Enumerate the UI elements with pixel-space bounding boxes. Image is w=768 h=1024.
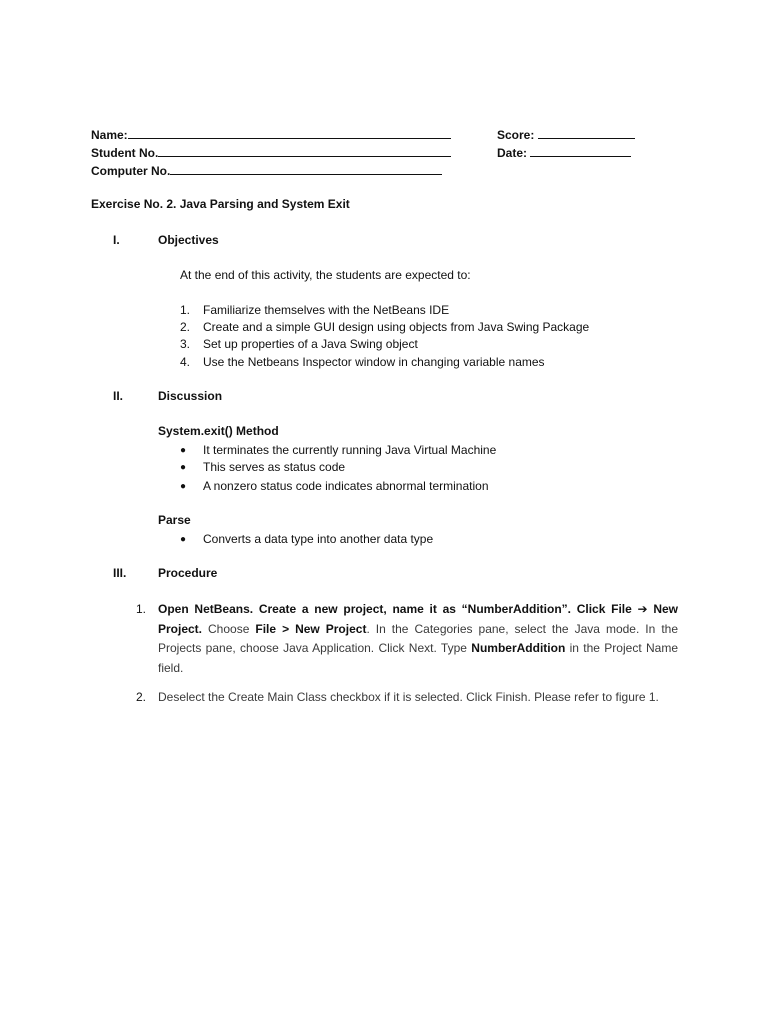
step1-part: in the Project Name field.: [158, 641, 678, 675]
list-item-text: It terminates the currently running Java Virtual Machine: [203, 443, 497, 457]
list-item: [180, 336, 418, 353]
student-no-field: [91, 144, 451, 162]
step-number: 2.: [136, 690, 147, 704]
step1-menu-path: File ➔ New Project.: [158, 602, 678, 636]
list-item-text: A nonzero status code indicates abnormal termination: [203, 479, 489, 493]
list-item: [180, 354, 545, 371]
list-item-number: 1.: [180, 303, 191, 317]
section-title-objectives: Objectives: [158, 233, 219, 247]
score-field: [497, 126, 635, 144]
step1-part: Open NetBeans. Create a new project, name it as “: [158, 602, 468, 616]
list-item: [180, 302, 450, 319]
score-label: Score:: [497, 128, 535, 142]
step-number: 1.: [136, 602, 147, 616]
student-no-blank: [158, 144, 451, 157]
computer-no-blank: [170, 162, 442, 175]
step1-project-name: NumberAddition: [467, 602, 562, 616]
bullet-icon: ●: [180, 534, 187, 545]
list-item-number: 4.: [180, 355, 191, 369]
step1-part: ”. Click: [561, 602, 612, 616]
list-item-text: Set up properties of a Java Swing object: [203, 337, 418, 351]
section-title-procedure: Procedure: [158, 566, 218, 580]
list-item-text: Use the Netbeans Inspector window in changing variable names: [203, 355, 545, 369]
list-item-text: Converts a data type into another data type: [203, 532, 434, 546]
name-field: [91, 126, 451, 144]
name-blank: [128, 126, 451, 139]
bullet-icon: ●: [180, 445, 187, 456]
list-item-text: Create and a simple GUI design using objects from Java Swing Package: [203, 320, 590, 334]
computer-no-field: [91, 162, 442, 180]
objectives-intro: At the end of this activity, the students are expected to:: [180, 268, 471, 282]
score-blank: [538, 126, 635, 139]
bullet-icon: ●: [180, 462, 187, 473]
date-blank: [530, 144, 631, 157]
step1-part: Choose: [202, 621, 256, 636]
step1-project-name-2: NumberAddition: [471, 641, 566, 655]
section-title-discussion: Discussion: [158, 389, 223, 403]
step1-menu-path-2: File > New Project: [255, 621, 367, 636]
computer-no-label: Computer No.: [91, 164, 171, 178]
name-label: Name:: [91, 128, 128, 142]
date-label: Date:: [497, 146, 528, 160]
step1-part: . In the Categories pane, select the Java mode. In the Projects pane, choose Java Application. Click Next. Type: [158, 621, 679, 655]
procedure-step-1: [158, 600, 678, 678]
list-item-number: 2.: [180, 320, 191, 334]
list-item-number: 3.: [180, 337, 191, 351]
bullet-icon: ●: [180, 481, 187, 492]
list-item: [180, 319, 590, 336]
student-no-label: Student No.: [91, 146, 159, 160]
list-item-text: This serves as status code: [203, 460, 346, 474]
section-numeral-objectives: I.: [113, 233, 120, 247]
procedure-step-2: Deselect the Create Main Class checkbox if it is selected. Click Finish. Please refer to figure 1.: [158, 690, 659, 704]
date-field: [497, 144, 631, 162]
parse-title: Parse: [158, 513, 191, 527]
exercise-title: Exercise No. 2. Java Parsing and System Exit: [91, 197, 350, 211]
list-item-text: Familiarize themselves with the NetBeans IDE: [203, 303, 450, 317]
section-numeral-procedure: III.: [113, 566, 127, 580]
method-title: System.exit() Method: [158, 424, 279, 438]
section-numeral-discussion: II.: [113, 389, 124, 403]
